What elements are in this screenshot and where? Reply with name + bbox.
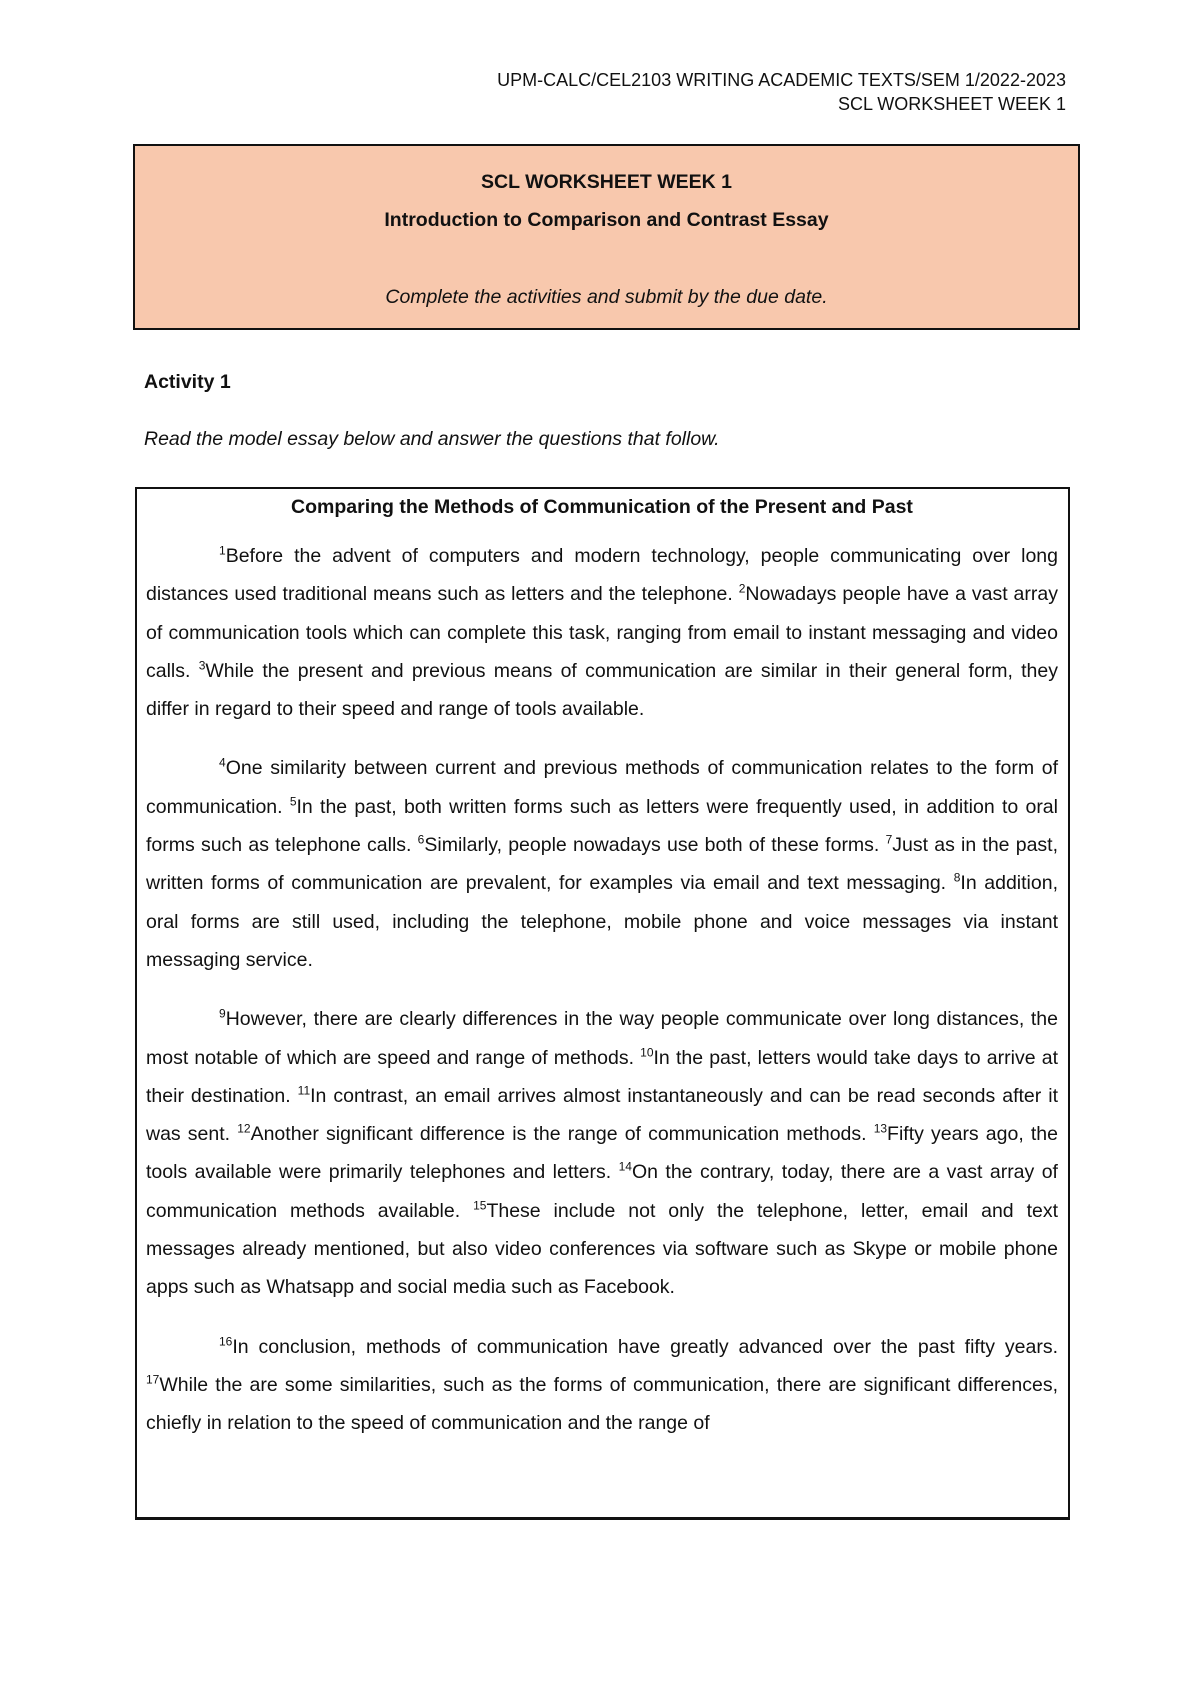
sentence-number: 17 [146, 1372, 160, 1387]
sentence-number: 14 [618, 1159, 632, 1174]
sentence-text: One similarity between current and previous methods of communication relates to the form of communication. [146, 757, 1058, 818]
sentence-text: On the contrary, today, there are a vast array of communication methods available. [146, 1161, 1058, 1222]
sentence-number: 15 [473, 1198, 487, 1213]
worksheet-subtitle: Introduction to Comparison and Contrast Essay [384, 209, 829, 231]
sentence-number: 4 [219, 755, 226, 770]
sentence-number: 12 [237, 1121, 251, 1136]
sentence-number: 5 [289, 794, 297, 809]
essay-paragraph-intro [146, 537, 1058, 728]
sentence-text: However, there are clearly differences in the way people communicate over long distances, the most notable of which are speed and range of methods. [146, 1008, 1058, 1069]
sentence-number: 9 [219, 1006, 226, 1021]
sentence-text: Nowadays people have a vast array of communication tools which can complete this task, ranging from email to instant messaging and video calls. [146, 583, 1058, 682]
sentence-text: Just as in the past, written forms of communication are prevalent, for examples via email and text messaging. [146, 834, 1059, 895]
worksheet-title-box [133, 144, 1080, 330]
sentence-number: 7 [885, 832, 893, 847]
essay-paragraph-similarity [146, 749, 1058, 979]
essay-paragraph-differences [146, 1000, 1058, 1306]
header-worksheet-line: SCL WORKSHEET WEEK 1 [837, 94, 1066, 114]
essay-paragraph-conclusion [146, 1328, 1058, 1443]
sentence-text: In the past, both written forms such as letters were frequently used, in addition to oral forms such as telephone calls. [146, 795, 1058, 857]
sentence-text: Another significant difference is the range of communication methods. [250, 1123, 874, 1146]
sentence-number: 8 [953, 870, 961, 885]
sentence-number: 13 [873, 1121, 888, 1136]
activity-instruction: Read the model essay below and answer the questions that follow. [144, 428, 720, 450]
sentence-text: These include not only the telephone, letter, email and text messages already mentioned, but also video conferences via software such as Skype or mobile phone apps such as Whatsapp and social media such as Facebook. [146, 1199, 1059, 1299]
sentence-number: 11 [297, 1083, 311, 1098]
worksheet-instruction: Complete the activities and submit by the due date. [385, 286, 828, 308]
sentence-number: 10 [640, 1045, 654, 1060]
sentence-text: Similarly, people nowadays use both of these forms. [424, 834, 886, 857]
sentence-text: In contrast, an email arrives almost instantaneously and can be read seconds after it was sent. [146, 1084, 1058, 1146]
sentence-text: In conclusion, methods of communication have greatly advanced over the past fifty years. [232, 1335, 1058, 1358]
sentence-number: 6 [417, 832, 425, 847]
sentence-number: 16 [219, 1334, 233, 1349]
sentence-text: In the past, letters would take days to arrive at their destination. [146, 1046, 1058, 1107]
sentence-text: Before the advent of computers and modern technology, people communicating over long distances used traditional means such as letters and the telephone. [146, 545, 1058, 606]
activity-title: Activity 1 [144, 371, 231, 393]
sentence-number: 3 [198, 658, 206, 673]
header-course-line: UPM-CALC/CEL2103 WRITING ACADEMIC TEXTS/SEM 1/2022-2023 [497, 70, 1066, 90]
essay-title: Comparing the Methods of Communication of the Present and Past [291, 496, 913, 518]
sentence-text: While the present and previous means of communication are similar in their general form, they differ in regard to their speed and range of tools available. [146, 659, 1058, 721]
sentence-text: Fifty years ago, the tools available were primarily telephones and letters. [146, 1123, 1058, 1184]
essay-box [135, 487, 1070, 1520]
sentence-number: 1 [219, 543, 226, 558]
worksheet-title: SCL WORKSHEET WEEK 1 [481, 171, 732, 193]
page-header [497, 68, 1066, 116]
sentence-text: While the are some similarities, such as the forms of communication, there are significant differences, chiefly in relation to the speed of communication and the range of [146, 1373, 1058, 1435]
sentence-text: In addition, oral forms are still used, including the telephone, mobile phone and voice messages via instant messaging service. [146, 872, 1059, 971]
sentence-number: 2 [738, 581, 746, 596]
